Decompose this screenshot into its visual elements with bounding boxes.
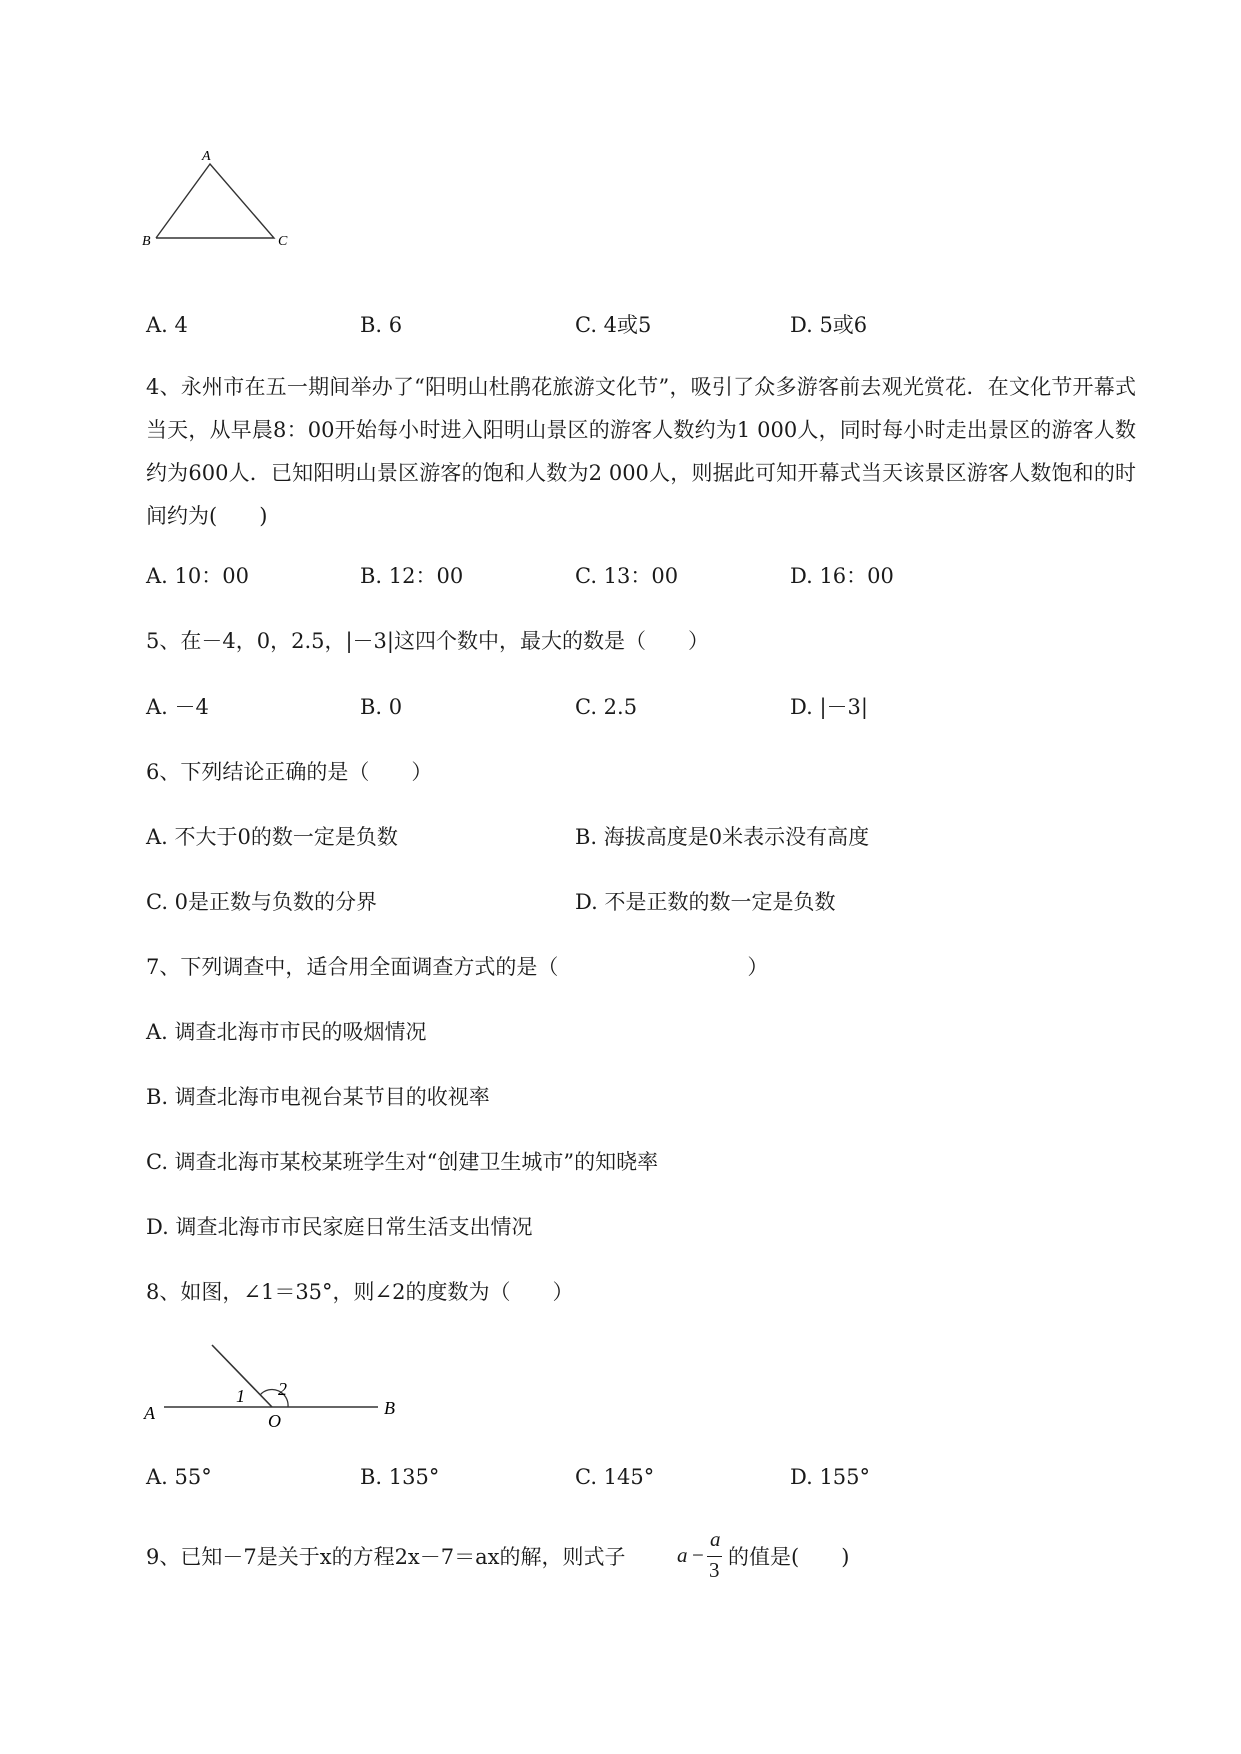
q7-option-a: A. 调查北海市市民的吸烟情况	[146, 1020, 427, 1044]
angle-label-b: B	[384, 1398, 395, 1418]
q9-frac-denominator: 3	[709, 1558, 720, 1582]
q9-frac-bar	[707, 1556, 722, 1557]
angle-label-1: 1	[236, 1386, 245, 1406]
angle-label-o: O	[268, 1411, 281, 1430]
q3-option-c: C. 4或5	[575, 313, 652, 337]
q8-question: 8、如图，∠1＝35°，则∠2的度数为（ ）	[146, 1280, 574, 1304]
q7-question: 7、下列调查中，适合用全面调查方式的是（ ）	[146, 955, 769, 979]
q8-option-c: C. 145°	[575, 1465, 655, 1489]
q9-question-start: 9、已知－7是关于x的方程2x－7＝ax的解，则式子	[146, 1545, 626, 1569]
q5-question: 5、在－4，0，2.5，|－3|这四个数中，最大的数是（ ）	[146, 629, 709, 653]
triangle-label-a: A	[202, 150, 211, 164]
q8-option-b: B. 135°	[360, 1465, 440, 1489]
triangle-figure	[140, 150, 320, 275]
angle-label-2: 2	[278, 1379, 287, 1399]
q5-option-b: B. 0	[360, 695, 403, 719]
q6-option-d: D. 不是正数的数一定是负数	[575, 890, 836, 914]
q9-question-end: 的值是( )	[728, 1545, 850, 1569]
angle-label-a: A	[144, 1403, 155, 1423]
q4-option-d: D. 16：00	[790, 564, 894, 588]
q4-option-c: C. 13：00	[575, 564, 679, 588]
q8-option-d: D. 155°	[790, 1465, 871, 1489]
q3-option-a: A. 4	[146, 313, 188, 337]
q9-expr-a: a	[677, 1543, 688, 1567]
q3-option-b: B. 6	[360, 313, 403, 337]
q7-option-b: B. 调查北海市电视台某节目的收视率	[146, 1085, 490, 1109]
q6-option-a: A. 不大于0的数一定是负数	[146, 825, 398, 849]
triangle-label-b: B	[142, 234, 151, 249]
q7-option-d: D. 调查北海市市民家庭日常生活支出情况	[146, 1215, 533, 1239]
q9-frac-numerator: a	[710, 1527, 721, 1551]
q6-option-c: C. 0是正数与负数的分界	[146, 890, 378, 914]
q4-option-b: B. 12：00	[360, 564, 464, 588]
q5-option-d: D. |－3|	[790, 695, 868, 719]
triangle-sides	[156, 164, 274, 238]
q5-option-a: A. －4	[146, 695, 209, 719]
angle-figure	[140, 1335, 410, 1430]
q5-option-c: C. 2.5	[575, 695, 638, 719]
triangle-label-c: C	[278, 234, 288, 249]
q4-option-a: A. 10：00	[146, 564, 249, 588]
q7-option-c: C. 调查北海市某校某班学生对“创建卫生城市”的知晓率	[146, 1150, 659, 1174]
q6-question: 6、下列结论正确的是（ ）	[146, 760, 433, 784]
q4-question: 4、永州市在五一期间举办了“阳明山杜鹃花旅游文化节”，吸引了众多游客前去观光赏花．在文化节开幕式当天，从早晨8：00开始每小时进入阳明山景区的游客人数约为1 000人，同时每小时走出景区的游客人数约为600人．已知阳明山景区游客的饱和人数为2 000人，则据此可知开幕式当天该景区游客人数饱和的时间约为( )	[146, 375, 1136, 528]
q6-option-b: B. 海拔高度是0米表示没有高度	[575, 825, 870, 849]
q9-expr-minus: −	[692, 1543, 704, 1567]
q8-option-a: A. 55°	[146, 1465, 212, 1489]
q3-option-d: D. 5或6	[790, 313, 868, 337]
